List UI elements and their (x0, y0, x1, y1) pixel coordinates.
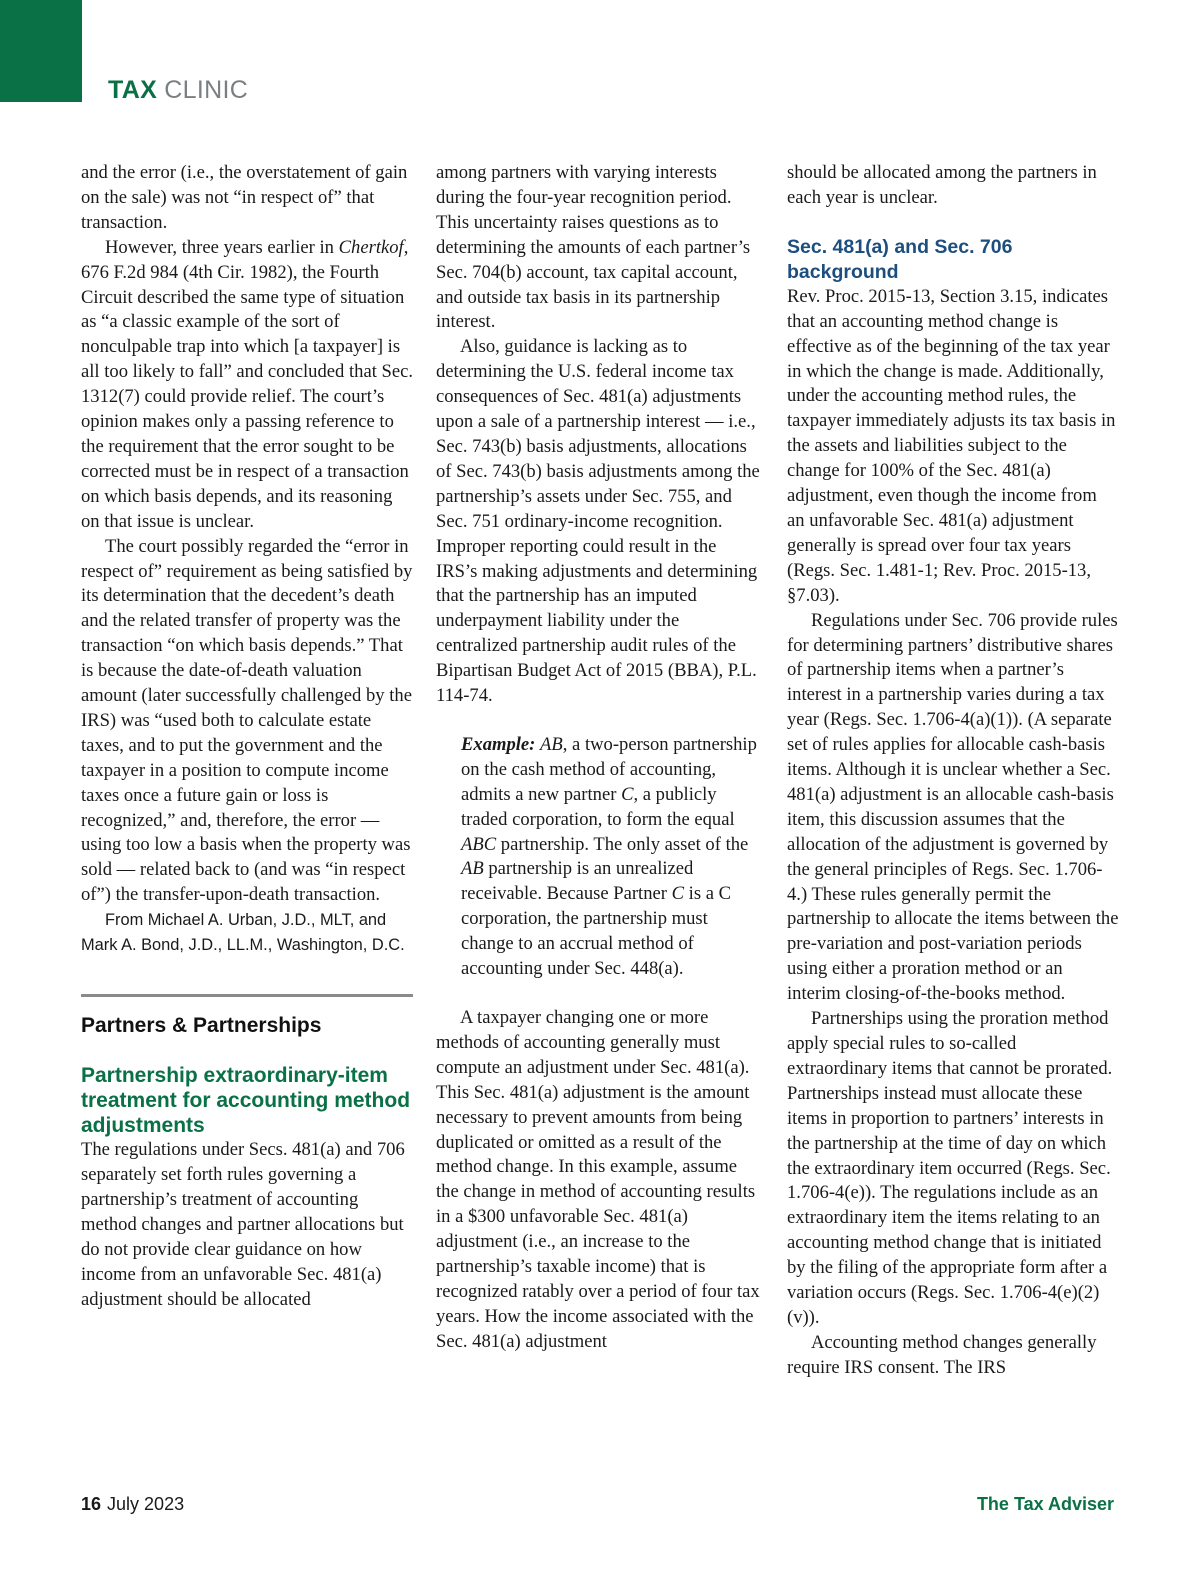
col3-paragraph-3: Regulations under Sec. 706 provide rules for determining partners’ distributive shares of partnership items when a partner’s interest in a partnership varies during a tax year (Regs. Sec. 1.706-4(a)(1)). (A separate set of rules applies for allocable cash-basis items. Although it is unclear whether a Sec. 481(a) adjustment is an allocable cash-basis item, this discussion assumes that the allocation of the adjustment is governed by the general principles of Regs. Sec. 1.706-4.) These rules generally permit the partnership to allocate the items between the pre-variation and post-variation periods using either a proration method or an interim closing-of-the-books method. (787, 609, 1119, 1005)
section-label (108, 76, 248, 105)
section-label-light: CLINIC (164, 76, 249, 104)
col1-paragraph-2: However, three years earlier in Chertkof, 676 F.2d 984 (4th Cir. 1982), the Fourth Circuit described the same type of situation as “a classic example of the sort of nonculpable trap into which [a taxpayer] is all too likely to fall” and concluded that Sec. 1312(7) could provide relief. The court’s opinion makes only a passing reference to the requirement that the error sought to be corrected must be in respect of a transaction on which basis depends, and its reasoning on that issue is unclear. (81, 236, 414, 532)
article-headline: Partnership extraordinary-item treatment for accounting method adjustments (81, 1064, 411, 1138)
subhead: Sec. 481(a) and Sec. 706 background (787, 235, 1013, 283)
example-block (461, 733, 760, 982)
section-label-bold: TAX (108, 76, 158, 104)
col2-paragraph-3: A taxpayer changing one or more methods of accounting generally must compute an adjustment under Sec. 481(a). This Sec. 481(a) adjustment is the amount necessary to prevent amounts from being duplicated or omitted as a result of the method change. In this example, assume the change in method of accounting results in a $300 unfavorable Sec. 481(a) adjustment (i.e., an increase to the partnership’s taxable income) that is recognized ratably over a period of four tax years. How the income associated with the Sec. 481(a) adjustment (436, 1007, 760, 1352)
col2-paragraph-1: among partners with varying interests during the four-year recognition period. This uncertainty raises questions as to determining the amounts of each partner’s Sec. 704(b) account, tax capital account, and outside tax basis in its partnership interest. (436, 162, 751, 333)
example-text: Example: AB, a two-person partnership on the cash method of accounting, admits a new partner C, a publicly traded corporation, to form the equal ABC partnership. The only asset of the AB partnership is an unrealized receivable. Because Partner C is a C corporation, the partnership must change to an accrual method of accounting under Sec. 448(a). (461, 733, 757, 980)
col3-paragraph-2: Rev. Proc. 2015-13, Section 3.15, indicates that an accounting method change is effective as of the beginning of the tax year in which the change is made. Additionally, under the accounting method rules, the taxpayer immediately adjusts its tax basis in the assets and liabilities subject to the change for 100% of the Sec. 481(a) adjustment, even though the income from an unfavorable Sec. 481(a) adjustment generally is spread over four tax years (Regs. Sec. 1.481-1; Rev. Proc. 2015-13, §7.03). (787, 285, 1116, 606)
author-byline: From Michael A. Urban, J.D., MLT, and Mark A. Bond, J.D., LL.M., Washington, D.C. (81, 911, 405, 955)
section-divider (81, 994, 413, 997)
col3-paragraph-5: Accounting method changes generally require IRS consent. The IRS (787, 1331, 1097, 1378)
column-2 (436, 161, 760, 1355)
footer-folio (81, 1494, 184, 1515)
case-name: Chertkof (338, 236, 404, 258)
department-title: Partners & Partnerships (81, 1014, 322, 1038)
header-color-block (0, 0, 82, 102)
publication-name: The Tax Adviser (976, 1494, 1114, 1514)
col1-paragraph-3: The court possibly regarded the “error in respect of” requirement as being satisfied by its determination that the decedent’s death and the related transfer of property was the transaction “on which basis depends.” That is because the date-of-death valuation amount (later successfully challenged by the IRS) was “used both to calculate estate taxes, and to put the government and the taxpayer in a position to compute income taxes once a future gain or loss is recognized,” and, therefore, the error — using too low a basis when the property was sold — related back to (and was “in respect of”) the transfer-upon-death transaction. (81, 535, 413, 906)
col3-paragraph-4: Partnerships using the proration method apply special rules to so-called extraordinary items that cannot be prorated. Partnerships instead must allocate these items in proportion to partners’ interests in the partnership at the time of day on which the extraordinary item occurred (Regs. Sec. 1.706-4(e)). The regulations include as an extraordinary item the items relating to an accounting method change that is initiated by the filing of the appropriate form after a variation occurs (Regs. Sec. 1.706-4(e)(2)(v)). (787, 1008, 1113, 1328)
col3-paragraph-1: should be allocated among the partners in each year is unclear. (787, 162, 1097, 208)
column-3 (787, 161, 1119, 1381)
example-label: Example: (461, 733, 536, 755)
page-number: 16 (81, 1494, 102, 1514)
issue-date: July 2023 (107, 1494, 185, 1514)
col1-paragraph-1: and the error (i.e., the overstatement of gain on the sale) was not “in respect of” that transaction. (81, 162, 408, 233)
column-1 (81, 161, 413, 1313)
col2-paragraph-2: Also, guidance is lacking as to determining the U.S. federal income tax consequences of Sec. 481(a) adjustments upon a sale of a partnership interest — i.e., Sec. 743(b) basis adjustments, allocations of Sec. 743(b) basis adjustments among the partnership’s assets under Sec. 755, and Sec. 751 ordinary-income recognition. Improper reporting could result in the IRS’s making adjustments and determining that the partnership has an imputed underpayment liability under the centralized partnership audit rules of the Bipartisan Budget Act of 2015 (BBA), P.L. 114-74. (436, 336, 760, 707)
col1-paragraph-4: The regulations under Secs. 481(a) and 706 separately set forth rules governing a partnership’s treatment of accounting method changes and partner allocations but do not provide clear guidance on how income from an unfavorable Sec. 481(a) adjustment should be allocated (81, 1139, 405, 1310)
